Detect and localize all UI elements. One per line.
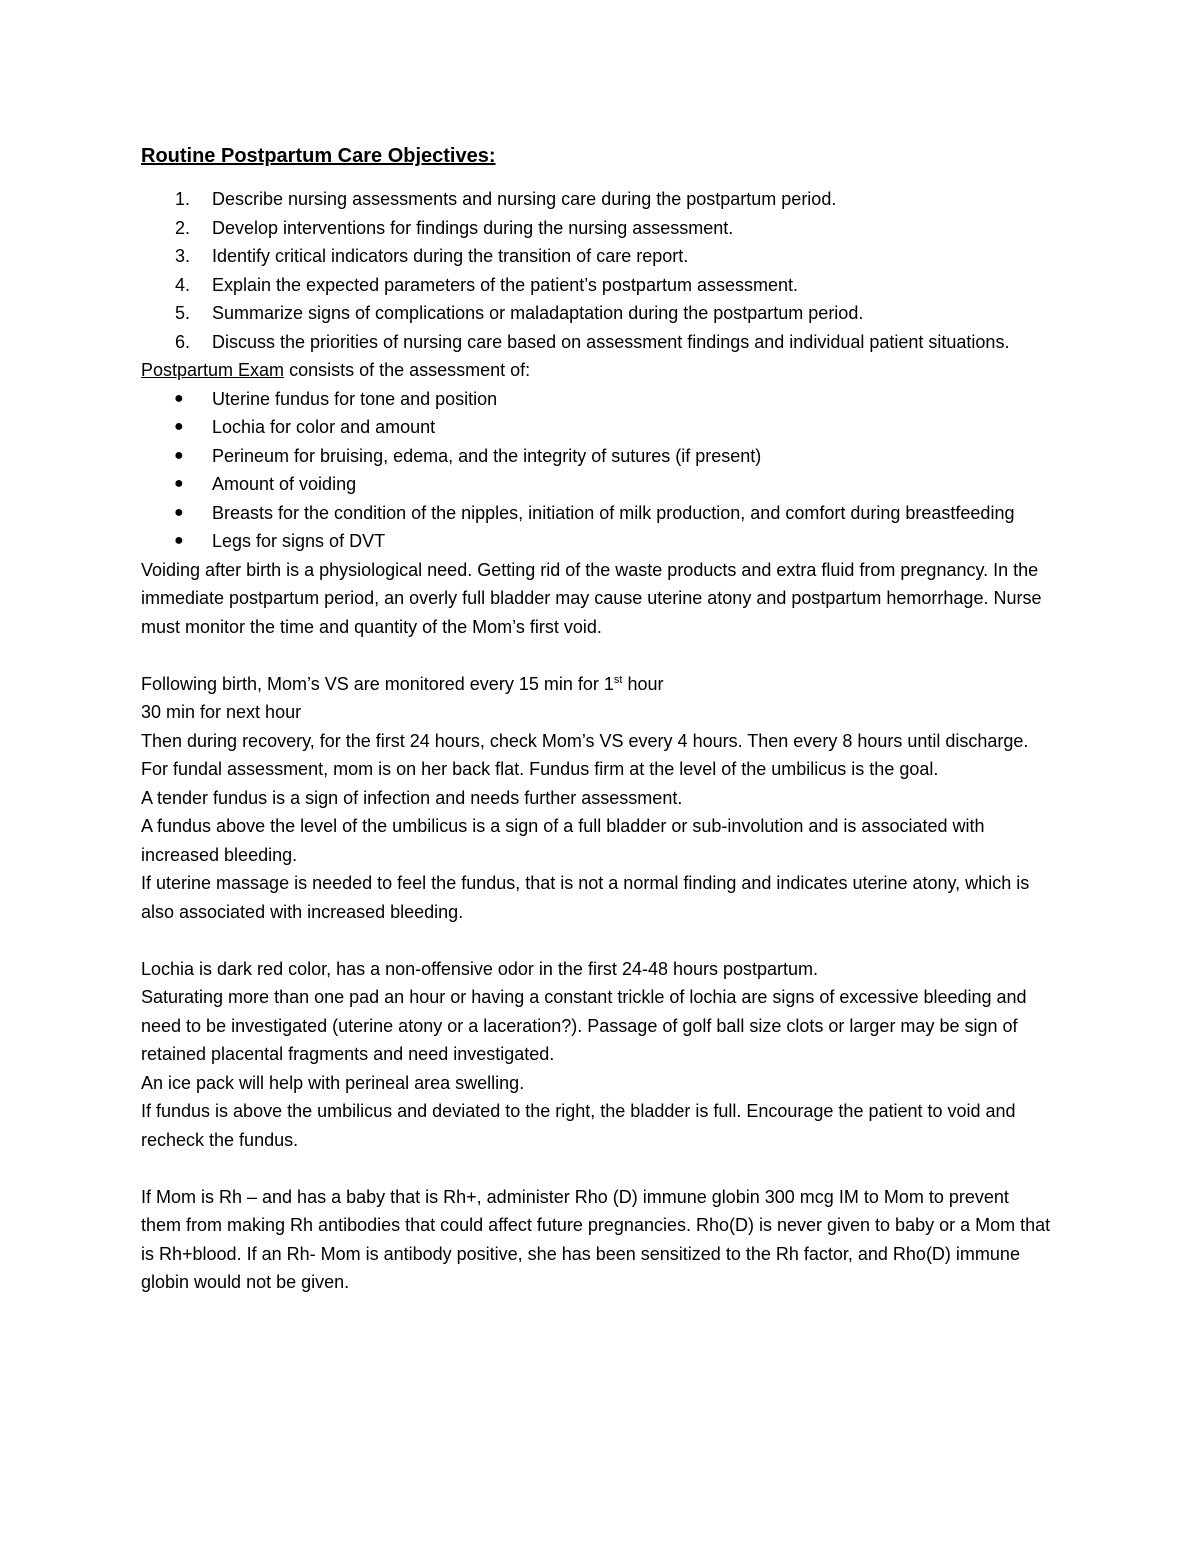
exam-item	[141, 499, 1051, 528]
fundal-line: For fundal assessment, mom is on her back flat. Fundus firm at the level of the umbilicus is the goal.	[141, 759, 939, 779]
objective-text: Explain the expected parameters of the patient’s postpartum assessment.	[212, 274, 798, 295]
voiding-paragraph: Voiding after birth is a physiological need. Getting rid of the waste products and extra fluid from pregnancy. In the immediate postpartum period, an overly full bladder may cause uterine atony and postpartum hemorrhage. Nurse must monitor the time and quantity of the Mom’s first void.	[141, 559, 1042, 637]
lochia-line: If fundus is above the umbilicus and deviated to the right, the bladder is full. Encourage the patient to void and recheck the fundus.	[141, 1101, 1016, 1150]
objective-number: 4.	[175, 274, 191, 295]
vs-line-superscript: st	[613, 673, 623, 686]
exam-item-text: Lochia for color and amount	[212, 417, 436, 437]
spacer	[141, 926, 1051, 955]
exam-intro	[141, 356, 1051, 385]
exam-list	[141, 385, 1051, 556]
exam-item	[141, 385, 1051, 414]
bullet-icon: ●	[174, 446, 184, 464]
bullet-icon: ●	[174, 532, 184, 549]
spacer	[141, 641, 1051, 670]
exam-item	[141, 527, 1051, 556]
objective-item	[141, 242, 1051, 271]
vs-line: Then during recovery, for the first 24 hours, check Mom’s VS every 4 hours. Then every 8 hours until discharge.	[141, 730, 1029, 751]
objective-item	[141, 299, 1051, 328]
vs-line-suffix: hour	[622, 673, 664, 694]
exam-item-text: Legs for signs of DVT	[212, 531, 386, 551]
postpartum-exam-term: Postpartum Exam	[141, 360, 285, 380]
bullet-icon: ●	[174, 503, 184, 521]
exam-item-text: Perineum for bruising, edema, and the integrity of sutures (if present)	[212, 445, 762, 466]
objective-text: Identify critical indicators during the transition of care report.	[212, 246, 689, 266]
exam-item-text: Uterine fundus for tone and position	[212, 388, 498, 409]
objective-item	[141, 214, 1051, 243]
lochia-line: Lochia is dark red color, has a non-offensive odor in the first 24-48 hours postpartum.	[141, 958, 819, 979]
exam-intro-text: consists of the assessment of:	[284, 360, 531, 380]
objectives-list	[141, 185, 1051, 356]
objective-number: 2.	[175, 217, 191, 238]
objective-item	[141, 185, 1051, 214]
vs-line-text: Following birth, Mom’s VS are monitored every 15 min for 1	[141, 673, 614, 694]
fundal-line: A tender fundus is a sign of infection and needs further assessment.	[141, 787, 683, 808]
bullet-icon: ●	[174, 475, 184, 492]
fundal-line: If uterine massage is needed to feel the fundus, that is not a normal finding and indicates uterine atony, which is also associated with increased bleeding.	[141, 873, 1030, 922]
objective-number: 3.	[175, 246, 191, 266]
page-title: Routine Postpartum Care Objectives:	[141, 145, 496, 167]
document-body	[141, 141, 1051, 1297]
objective-item	[141, 271, 1051, 300]
fundal-line: A fundus above the level of the umbilicus is a sign of a full bladder or sub-involution and is associated with increased bleeding.	[141, 816, 985, 865]
exam-item	[141, 413, 1051, 442]
exam-item-text: Breasts for the condition of the nipples, initiation of milk production, and comfort during breastfeeding	[212, 502, 1015, 523]
vs-line: 30 min for next hour	[141, 702, 302, 722]
lochia-line: Saturating more than one pad an hour or having a constant trickle of lochia are signs of excessive bleeding and need to be investigated (uterine atony or a laceration?). Passage of golf ball size clots or larger may be sign of retained placental fragments and need investigated.	[141, 987, 1027, 1064]
objective-text: Describe nursing assessments and nursing care during the postpartum period.	[212, 189, 837, 209]
spacer	[141, 1154, 1051, 1183]
exam-item	[141, 442, 1051, 471]
exam-item-text: Amount of voiding	[212, 474, 357, 494]
bullet-icon: ●	[174, 418, 184, 435]
exam-item	[141, 470, 1051, 499]
objective-text: Discuss the priorities of nursing care based on assessment findings and individual patient situations.	[212, 331, 1010, 352]
objective-number: 5.	[175, 303, 191, 323]
objective-number: 1.	[175, 189, 191, 209]
objective-text: Develop interventions for findings during the nursing assessment.	[212, 217, 734, 238]
lochia-line: An ice pack will help with perineal area swelling.	[141, 1072, 525, 1093]
vs-first-hour-line	[141, 670, 1051, 699]
objective-number: 6.	[175, 331, 191, 352]
bullet-icon: ●	[174, 389, 184, 407]
rh-paragraph: If Mom is Rh – and has a baby that is Rh+, administer Rho (D) immune globin 300 mcg IM to Mom to prevent them from making Rh antibodies that could affect future pregnancies. Rho(D) is never given to baby or a Mom that is Rh+blood. If an Rh- Mom is antibody positive, she has been sensitized to the Rh factor, and Rho(D) immune globin would not be given.	[141, 1186, 1051, 1292]
objective-text: Summarize signs of complications or maladaptation during the postpartum period.	[212, 303, 864, 323]
objective-item	[141, 328, 1051, 357]
